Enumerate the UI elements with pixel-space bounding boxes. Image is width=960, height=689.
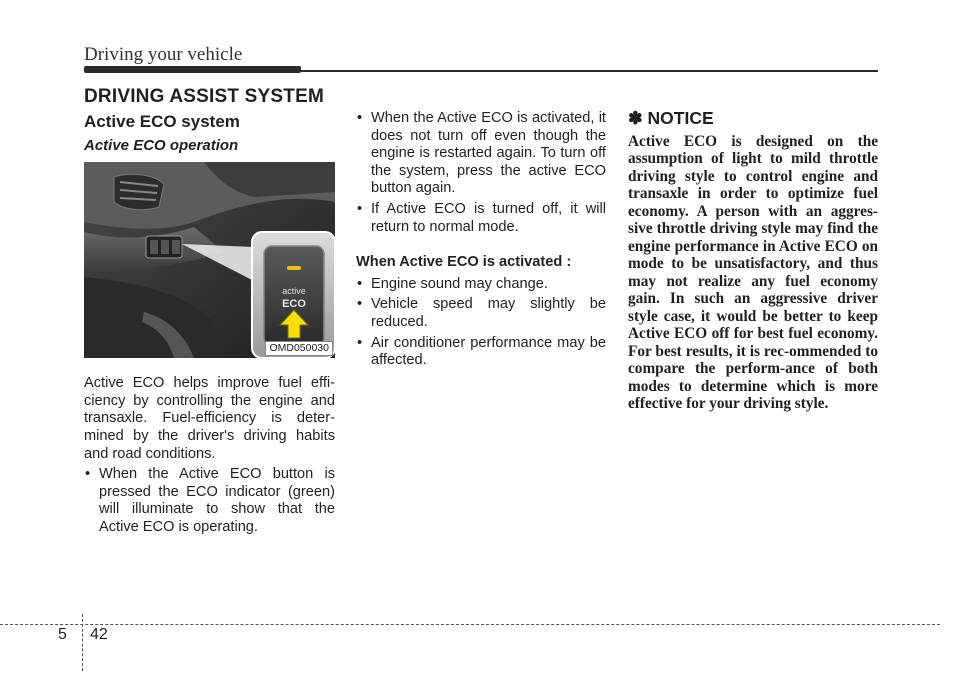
button-text-active: active — [282, 286, 306, 297]
figure-caption: OMD050030 — [265, 341, 333, 356]
column-1 — [84, 110, 335, 540]
bullet-list — [356, 110, 606, 236]
list-item: • If Active ECO is turned off, it will return to normal mode. — [357, 200, 606, 235]
notice-title: ✽ NOTICE — [628, 108, 714, 128]
activated-heading: When Active ECO is activated : — [356, 254, 572, 271]
dashboard-illustration — [84, 162, 335, 358]
bullet-icon: • — [357, 200, 363, 217]
subsubsection-title: Active ECO operation — [84, 136, 239, 154]
bullet-list — [84, 466, 335, 536]
bullet-icon: • — [357, 110, 363, 126]
column-2 — [356, 110, 606, 373]
intro-paragraph: Active ECO helps improve fuel effi-ciency by controlling the engine and transaxle. Fuel-efficiency is deter-mined by the driver's driving habits and road conditions. — [84, 375, 335, 462]
bullet-icon: • — [85, 466, 91, 483]
activated-bullet-list — [356, 276, 606, 370]
page-header-title: Driving your vehicle — [84, 44, 243, 65]
list-item: • Air conditioner performance may be affected. — [357, 334, 606, 369]
footer-divider — [0, 624, 940, 625]
list-item: • Vehicle speed may slightly be reduced. — [357, 296, 606, 330]
bullet-icon: • — [357, 334, 363, 351]
page-number: 42 — [90, 626, 108, 643]
button-text-eco: ECO — [282, 298, 306, 311]
header-rule-thick — [84, 66, 301, 73]
footer-divider-vertical — [82, 614, 83, 671]
bullet-icon: • — [357, 275, 363, 292]
list-item: • When the Active ECO button is pressed the ECO indicator (green) will illuminate to show that the Active ECO is operating. — [85, 466, 335, 535]
notice-body: Active ECO is designed on the assumption of light to mild throttle driving style to control engine and transaxle in order to optimize fuel economy. A person with an aggres-sive throttle driving style may find the engine performance in Active ECO on mode to be unsatisfactory, and thus may not realize any fuel economy gain. In such an aggressive driver style case, it would be better to keep Active ECO off for best fuel economy. For best results, it is rec-ommended to compare the perform-ance of both modes to determine which is more effective for your driving style. — [628, 132, 878, 413]
list-item: • Engine sound may change. — [357, 275, 548, 292]
subsection-title: Active ECO system — [84, 112, 240, 131]
column-3 — [628, 110, 878, 413]
header-rule-thin — [300, 70, 878, 72]
list-item: • When the Active ECO is activated, it does not turn off even though the engine is restarted again. To turn off the system, press the active ECO button again. — [357, 110, 606, 197]
dashboard-figure — [84, 162, 335, 358]
bullet-icon: • — [357, 296, 363, 313]
chapter-number: 5 — [58, 626, 67, 643]
section-title: DRIVING ASSIST SYSTEM — [84, 86, 324, 107]
